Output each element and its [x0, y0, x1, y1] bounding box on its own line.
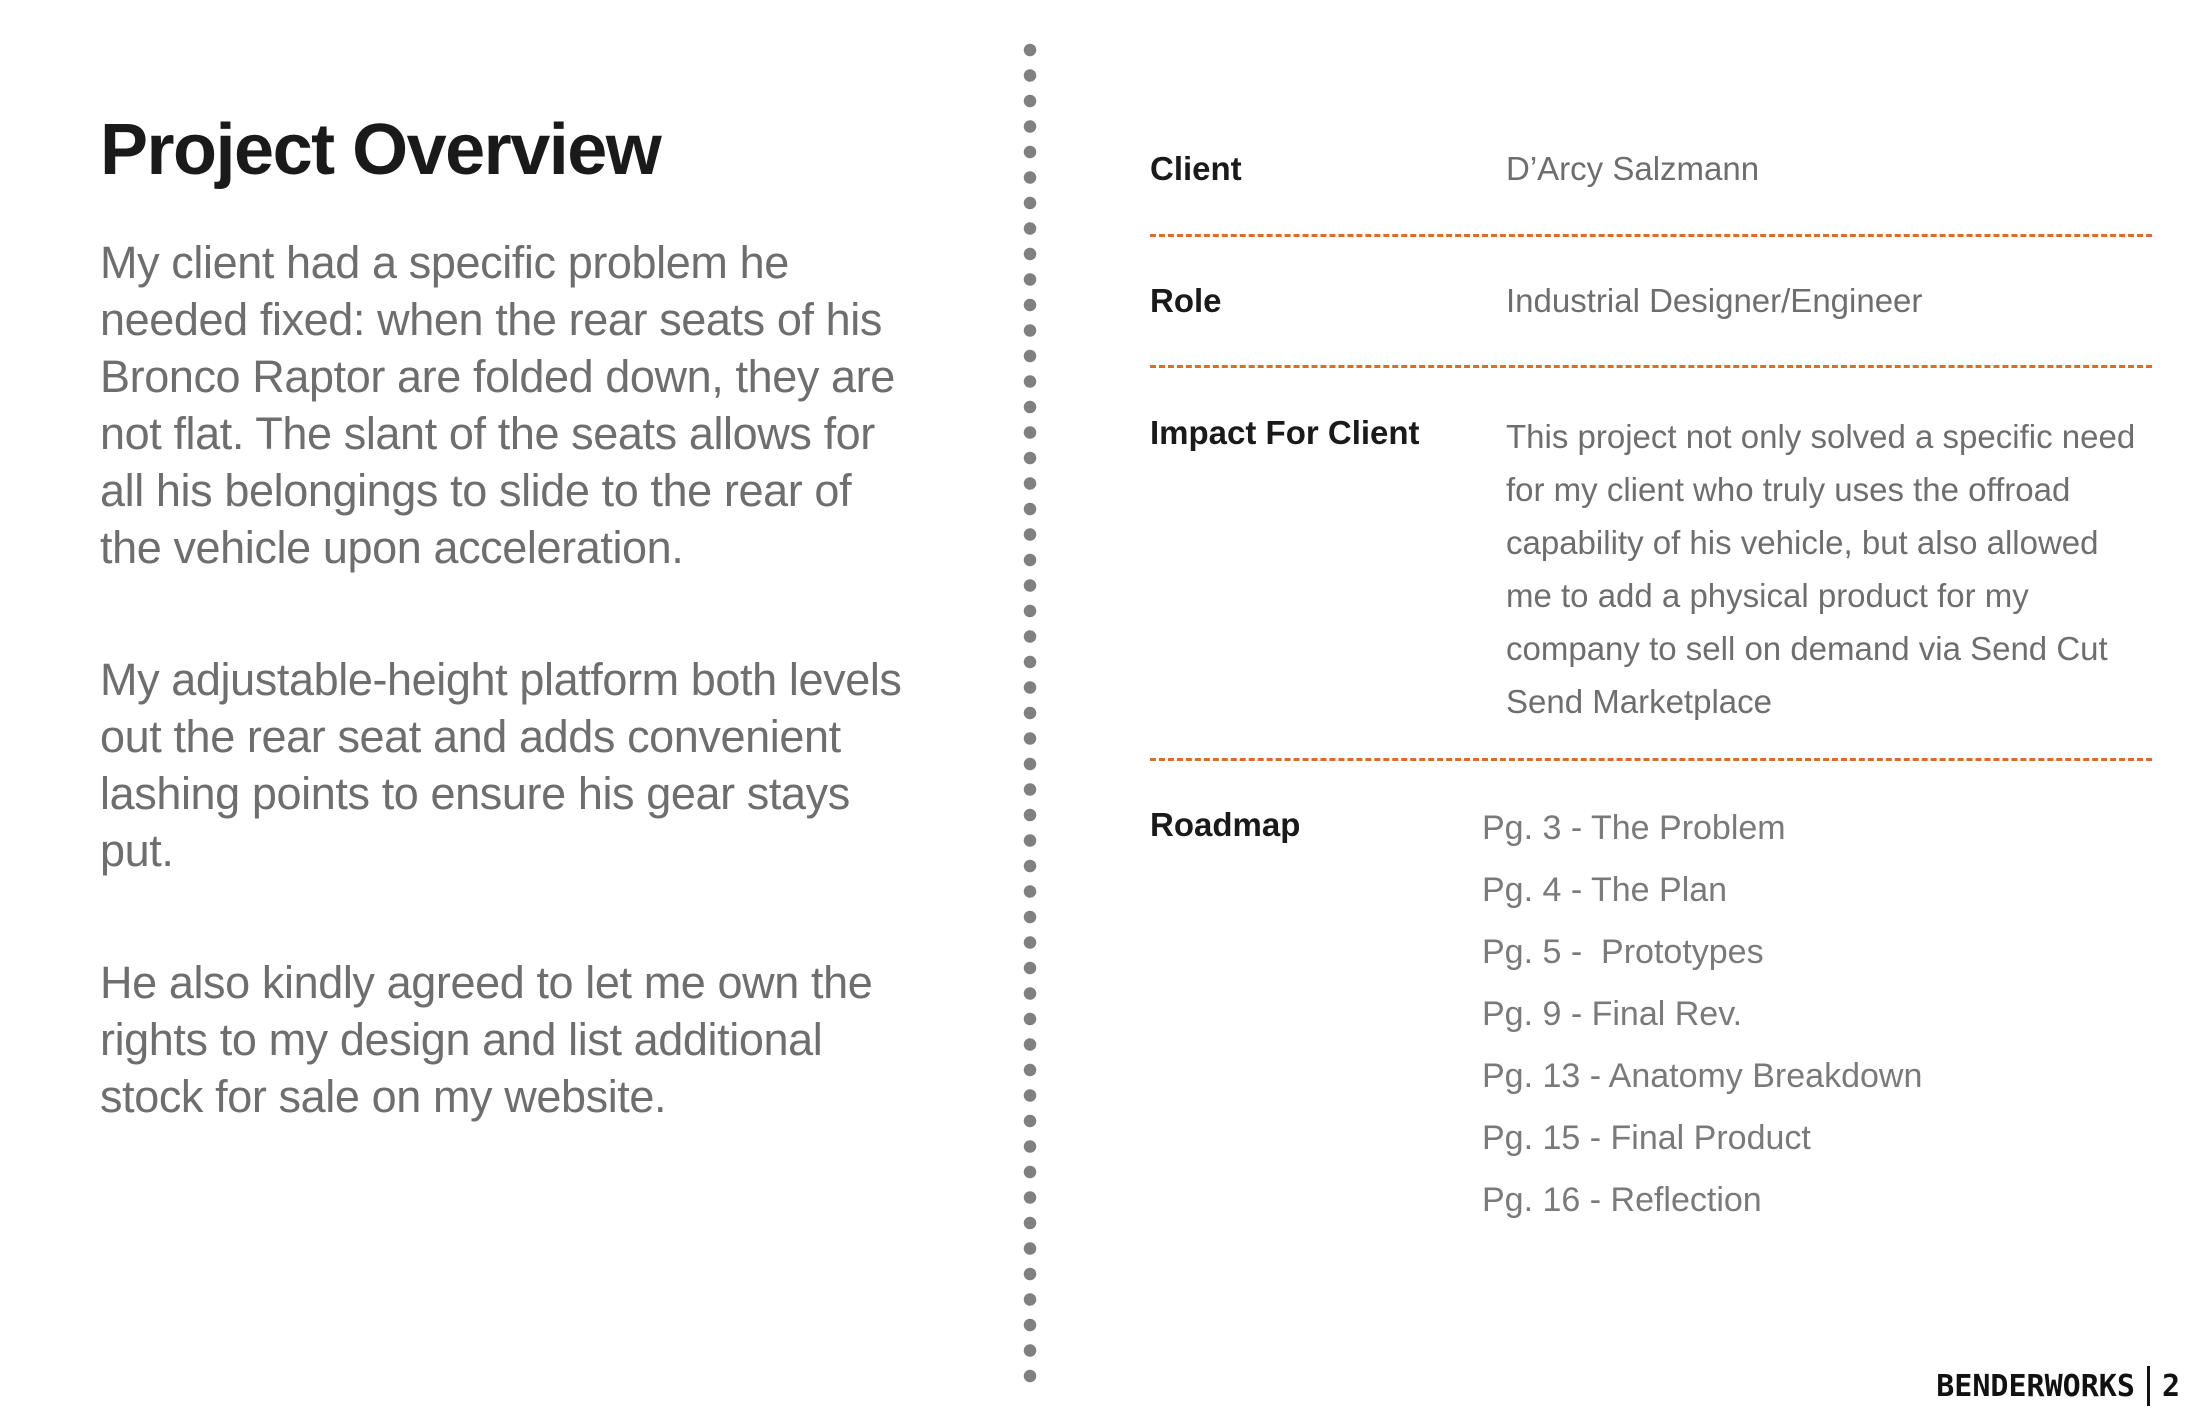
roadmap-item: Pg. 4 - The Plan — [1482, 871, 1728, 909]
impact-label: Impact For Client — [1150, 414, 1420, 451]
roadmap-list — [1482, 806, 1922, 1240]
impact-value: This project not only solved a specific need for my client who truly uses the offroad capability of his vehicle, but also allowed me to add a physical product for my company to sell on demand via Send Cut Send Marketplace — [1506, 418, 2136, 720]
roadmap-label: Roadmap — [1150, 806, 1301, 843]
role-value: Industrial Designer/Engineer — [1506, 282, 1923, 319]
overview-paragraph: My adjustable-height platform both levels out the rear seat and adds convenient lashing points to ensure his gear stays put. — [100, 654, 902, 876]
roadmap-item: Pg. 16 - Reflection — [1482, 1181, 1762, 1219]
roadmap-item: Pg. 9 - Final Rev. — [1482, 995, 1743, 1033]
page-title: Project Overview — [100, 110, 661, 190]
client-value: D’Arcy Salzmann — [1506, 150, 1760, 187]
footer — [1936, 1366, 2180, 1406]
row-separator — [1150, 758, 2152, 761]
roadmap-item: Pg. 15 - Final Product — [1482, 1119, 1811, 1157]
client-label: Client — [1150, 150, 1242, 187]
page-number: 2 — [2161, 1368, 2180, 1404]
overview-paragraph: My client had a specific problem he needed fixed: when the rear seats of his Bronco Raptor are folded down, they are not flat. The slant of the seats allows for all his belongings to slide to the rear of the vehicle upon acceleration. — [100, 237, 895, 573]
dotted-divider — [1022, 42, 1038, 1392]
roadmap-item: Pg. 13 - Anatomy Breakdown — [1482, 1057, 1923, 1095]
row-separator — [1150, 365, 2152, 368]
roadmap-item: Pg. 5 - Prototypes — [1482, 933, 1764, 971]
footer-separator — [2147, 1366, 2150, 1406]
row-separator — [1150, 234, 2152, 237]
role-label: Role — [1150, 282, 1222, 319]
brand-logo: BENDERWORKS — [1936, 1368, 2135, 1404]
roadmap-item: Pg. 3 - The Problem — [1482, 809, 1786, 847]
overview-column — [100, 110, 920, 1200]
overview-paragraph: He also kindly agreed to let me own the rights to my design and list additional stock for sale on my website. — [100, 957, 873, 1122]
